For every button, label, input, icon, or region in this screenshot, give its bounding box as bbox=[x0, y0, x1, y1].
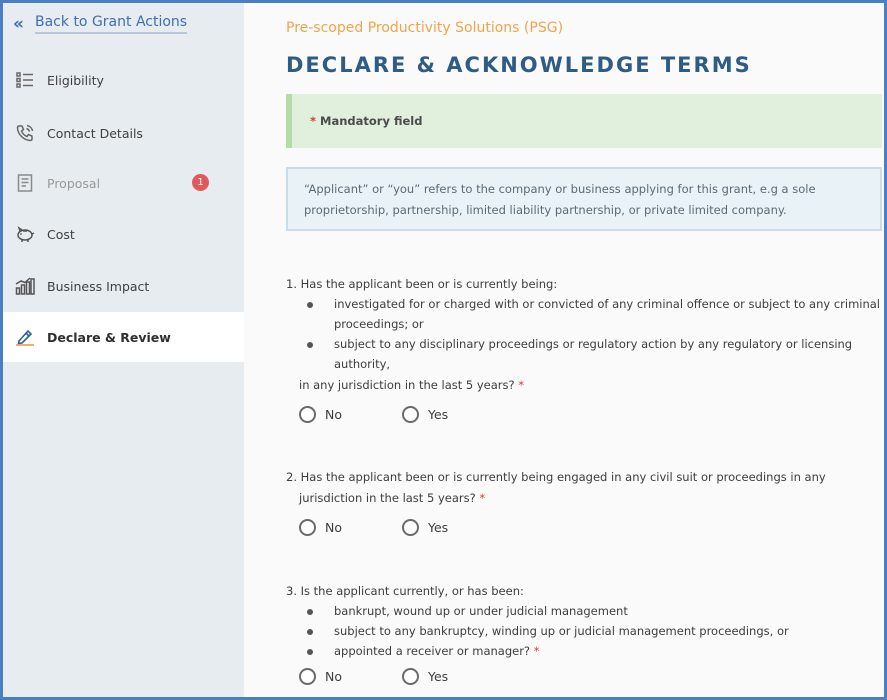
radio-circle[interactable] bbox=[299, 668, 316, 685]
sidebar-item-declare-review[interactable] bbox=[3, 312, 244, 362]
question-3-radio-yes[interactable] bbox=[402, 667, 505, 686]
list-item: investigated for or charged with or convicted of any criminal offence or subject to any criminal proceedings; or bbox=[286, 294, 882, 334]
sidebar-item-eligibility[interactable] bbox=[3, 55, 244, 105]
pen-icon bbox=[15, 328, 35, 346]
question-1-bullets bbox=[286, 294, 882, 374]
mandatory-field-notice bbox=[286, 94, 882, 148]
question-2-radio-yes[interactable] bbox=[402, 518, 505, 537]
sidebar-item-business-impact[interactable] bbox=[3, 261, 244, 311]
question-2 bbox=[286, 468, 882, 537]
back-link-label[interactable]: Back to Grant Actions bbox=[35, 14, 187, 34]
list-item: bankrupt, wound up or under judicial management bbox=[286, 601, 882, 621]
radio-circle[interactable] bbox=[402, 668, 419, 685]
list-item bbox=[286, 641, 882, 661]
required-marker: * bbox=[310, 114, 317, 128]
question-2-options bbox=[286, 518, 882, 537]
sidebar-item-label: Business Impact bbox=[47, 278, 150, 294]
radio-label: No bbox=[325, 407, 342, 422]
radio-label: Yes bbox=[428, 520, 449, 535]
document-icon bbox=[15, 174, 35, 192]
sidebar-item-label: Contact Details bbox=[47, 125, 143, 141]
question-1-radio-yes[interactable] bbox=[402, 405, 505, 424]
sidebar-item-label: Eligibility bbox=[47, 72, 104, 88]
question-1 bbox=[286, 275, 882, 424]
sidebar-item-cost[interactable] bbox=[3, 209, 244, 259]
radio-circle[interactable] bbox=[402, 406, 419, 423]
question-3 bbox=[286, 582, 882, 686]
list-item: subject to any disciplinary proceedings or regulatory action by any regulatory or licensing authority, bbox=[286, 334, 882, 374]
piggy-bank-icon bbox=[15, 225, 35, 243]
question-3-radio-no[interactable] bbox=[299, 667, 402, 686]
sidebar-item-contact-details[interactable] bbox=[3, 108, 244, 158]
sidebar-item-label: Proposal bbox=[47, 175, 101, 191]
radio-label: No bbox=[325, 669, 342, 684]
radio-label: No bbox=[325, 520, 342, 535]
page-title: DECLARE & ACKNOWLEDGE TERMS bbox=[286, 53, 752, 77]
radio-circle[interactable] bbox=[299, 519, 316, 536]
question-3-text: 3. Is the applicant currently, or has been: bbox=[286, 584, 524, 598]
question-3-bullets bbox=[286, 601, 882, 661]
question-3-options bbox=[286, 667, 882, 686]
phone-icon bbox=[15, 124, 35, 142]
radio-circle[interactable] bbox=[402, 519, 419, 536]
list-item: subject to any bankruptcy, winding up or judicial management proceedings, or bbox=[286, 621, 882, 641]
list-item-text: appointed a receiver or manager? bbox=[334, 644, 531, 658]
scheme-name: Pre-scoped Productivity Solutions (PSG) bbox=[286, 20, 564, 36]
sidebar-item-label: Cost bbox=[47, 226, 75, 242]
question-2-tail-text: jurisdiction in the last 5 years? bbox=[299, 491, 476, 505]
double-chevron-left-icon: « bbox=[13, 14, 24, 34]
sidebar-item-proposal[interactable] bbox=[3, 158, 244, 208]
question-1-text: 1. Has the applicant been or is currently being: bbox=[286, 277, 558, 291]
bar-chart-icon bbox=[15, 277, 35, 295]
sidebar-item-label: Declare & Review bbox=[47, 329, 171, 345]
applicant-definition-info: “Applicant” or “you” refers to the company or business applying for this grant, e.g a sole proprietorship, partnership, limited liability partnership, or private limited company. bbox=[286, 167, 882, 231]
required-marker: * bbox=[518, 378, 525, 392]
required-marker: * bbox=[533, 644, 540, 658]
question-2-radio-no[interactable] bbox=[299, 518, 402, 537]
checklist-icon bbox=[15, 71, 35, 89]
mandatory-field-label: Mandatory field bbox=[320, 114, 423, 128]
radio-label: Yes bbox=[428, 669, 449, 684]
question-2-tail bbox=[286, 489, 882, 508]
radio-circle[interactable] bbox=[299, 406, 316, 423]
question-1-radio-no[interactable] bbox=[299, 405, 402, 424]
question-1-tail-text: in any jurisdiction in the last 5 years? bbox=[299, 378, 515, 392]
proposal-alert-badge: 1 bbox=[192, 174, 209, 191]
back-to-grant-actions-link[interactable] bbox=[13, 13, 187, 35]
required-marker: * bbox=[479, 491, 486, 505]
radio-label: Yes bbox=[428, 407, 449, 422]
sidebar bbox=[3, 3, 244, 697]
question-1-options bbox=[286, 405, 882, 424]
question-2-text: 2. Has the applicant been or is currently being engaged in any civil suit or proceedings in any bbox=[286, 470, 826, 484]
question-1-tail bbox=[286, 376, 882, 395]
main-content bbox=[244, 3, 884, 697]
